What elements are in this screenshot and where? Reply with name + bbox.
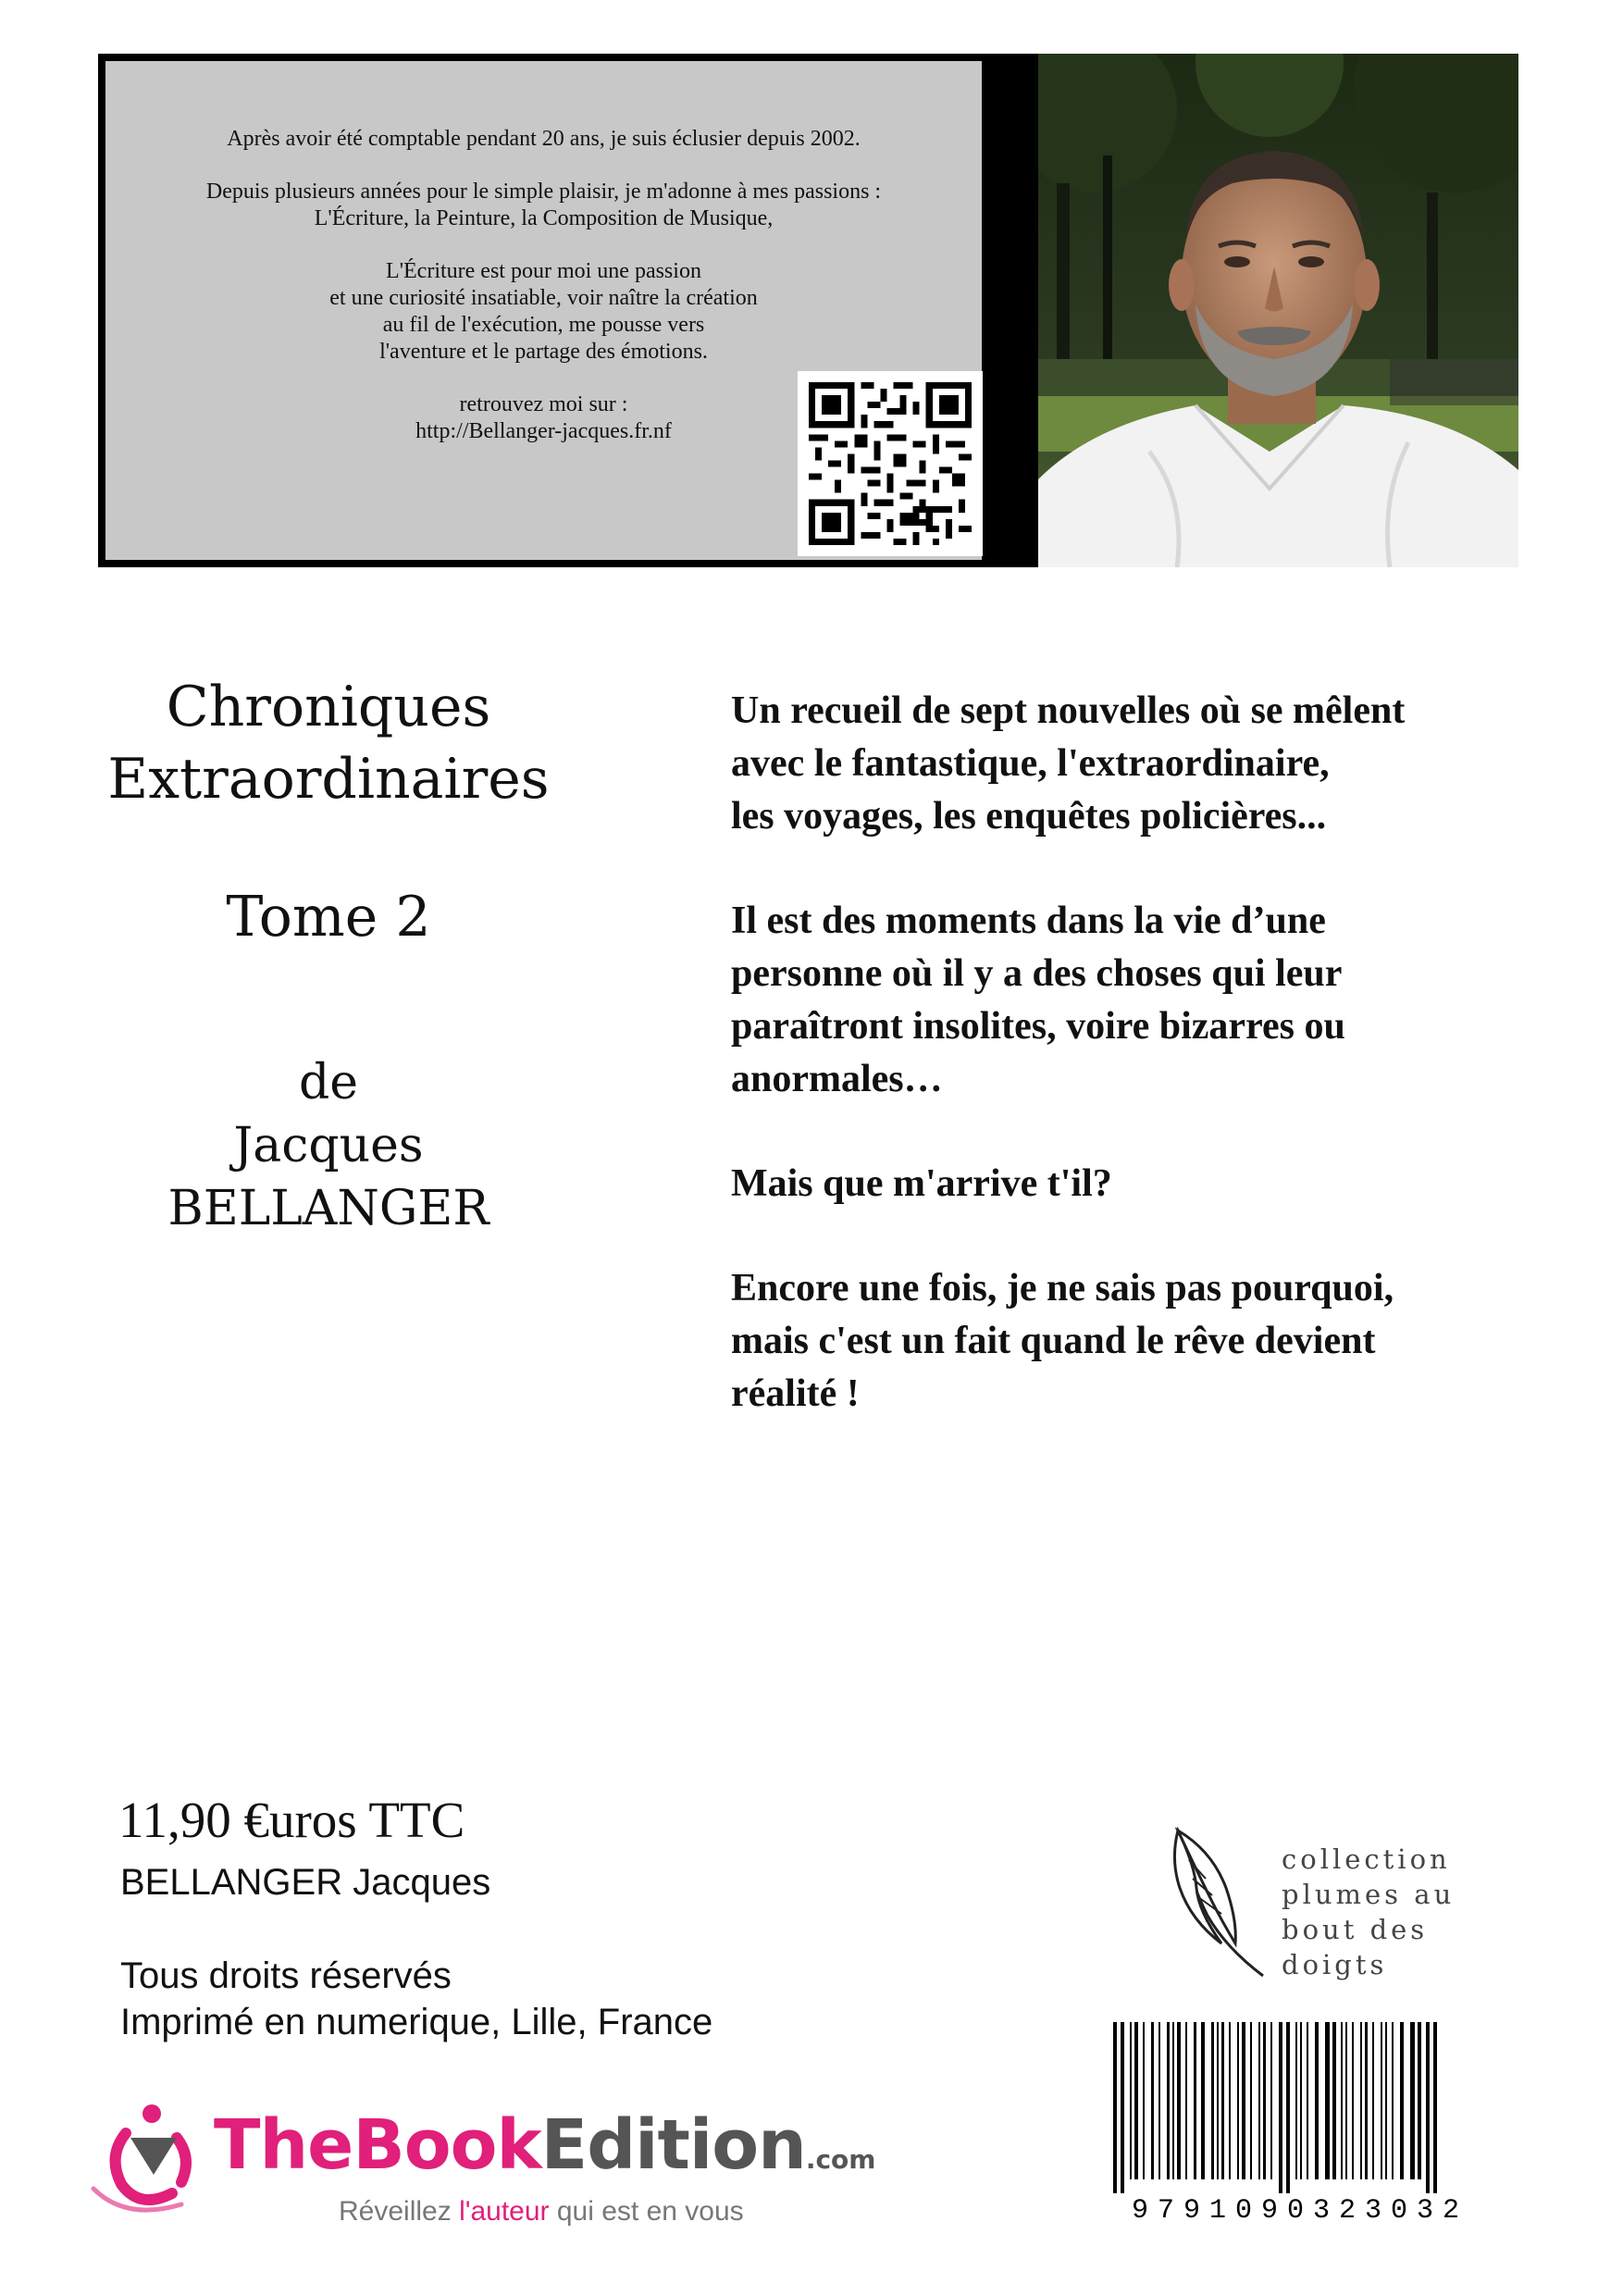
barcode-bar: [1221, 2022, 1224, 2179]
barcode-bar: [1300, 2022, 1302, 2179]
synopsis-paragraph-2: Il est des moments dans la vie d’une personne où il y a des choses qui leur paraîtront insolites, voire bizarres ou anormales…: [731, 900, 1345, 1100]
barcode-bar: [1360, 2022, 1362, 2179]
bio-paragraph-2: Depuis plusieurs années pour le simple plaisir, je m'adonne à mes passions : L'Écriture, la Peinture, la Composition de Musique,: [205, 180, 882, 230]
barcode-bar: [1433, 2022, 1437, 2193]
barcode-bar: [1315, 2022, 1319, 2179]
barcode-bar: [1385, 2022, 1387, 2179]
barcode-bar: [1263, 2022, 1266, 2179]
quill-feather-icon: [1171, 1823, 1282, 1985]
barcode-bar: [1143, 2022, 1145, 2179]
barcode-bar: [1158, 2022, 1160, 2179]
website-url[interactable]: http://Bellanger-jacques.fr.nf: [415, 419, 672, 443]
publisher-emblem-icon: [89, 2101, 209, 2221]
barcode-icon: [1096, 2022, 1504, 2193]
barcode-bar: [1325, 2022, 1330, 2179]
book-synopsis: [731, 685, 1564, 1472]
qr-code[interactable]: [798, 371, 983, 556]
book-title-line-2: Extraordinaires: [107, 747, 550, 812]
author-panel: [98, 54, 1518, 567]
isbn-barcode: [1096, 2022, 1504, 2235]
barcode-bar: [1426, 2022, 1430, 2193]
author-portrait: [1038, 54, 1518, 567]
price: 11,90 €uros TTC: [118, 1792, 465, 1848]
book-volume: Tome 2: [226, 885, 431, 949]
barcode-bar: [1185, 2022, 1187, 2179]
barcode-bar: [1172, 2022, 1174, 2179]
publisher-tagline: Réveillez l'auteur qui est en vous: [339, 2196, 744, 2227]
barcode-bar: [1134, 2022, 1138, 2179]
barcode-bar: [1217, 2022, 1219, 2179]
qr-code-icon: [809, 382, 972, 545]
barcode-bar: [1279, 2022, 1282, 2193]
barcode-bar: [1237, 2022, 1239, 2179]
barcode-bar: [1307, 2022, 1308, 2179]
barcode-bar: [1400, 2022, 1404, 2179]
barcode-bar: [1211, 2022, 1214, 2179]
imprint-rights: [120, 1953, 712, 2045]
barcode-bar: [1242, 2022, 1245, 2179]
barcode-bar: [1201, 2022, 1205, 2179]
synopsis-paragraph-1: Un recueil de sept nouvelles où se mêlent avec le fantastique, l'extraordinaire, les voyages, les enquêtes policières...: [731, 689, 1406, 838]
bio-paragraph-3: L'Écriture est pour moi une passion et une curiosité insatiable, voir naître la création au fil de l'exécution, me pousse vers l'aventure et le partage des émotions.: [329, 259, 758, 364]
barcode-digits: 9791090323032: [1131, 2195, 1469, 2227]
barcode-bar: [1372, 2022, 1374, 2179]
barcode-bar: [1332, 2022, 1336, 2179]
barcode-bar: [1167, 2022, 1170, 2179]
barcode-bar: [1229, 2022, 1231, 2179]
publisher-name: TheBookEdition.com: [214, 2105, 876, 2185]
barcode-bar: [1258, 2022, 1260, 2179]
synopsis-paragraph-4: Encore une fois, je ne sais pas pourquoi, mais c'est un fait quand le rêve devient réalité !: [731, 1267, 1394, 1415]
imprint-author: BELLANGER Jacques: [120, 1862, 491, 1903]
author-bio-box: [105, 61, 982, 560]
barcode-bar: [1418, 2022, 1421, 2179]
barcode-bar: [1286, 2022, 1290, 2193]
publisher-logo[interactable]: [89, 2091, 876, 2240]
rights-reserved: Tous droits réservés: [120, 1955, 452, 1996]
bio-paragraph-1: Après avoir été comptable pendant 20 ans, je suis éclusier depuis 2002.: [227, 127, 861, 151]
barcode-bar: [1130, 2022, 1132, 2179]
barcode-bar: [1381, 2022, 1382, 2179]
author-last-name: BELLANGER: [167, 1181, 489, 1236]
barcode-bar: [1121, 2022, 1124, 2193]
barcode-bar: [1151, 2022, 1154, 2179]
book-author: [56, 1051, 601, 1240]
collection-logo: [1171, 1823, 1476, 1985]
barcode-bar: [1341, 2022, 1343, 2179]
barcode-bar: [1250, 2022, 1252, 2179]
printed-location: Imprimé en numerique, Lille, France: [120, 2002, 713, 2042]
barcode-bar: [1352, 2022, 1354, 2179]
book-title-line-1: Chroniques: [166, 675, 491, 739]
book-title-block: [56, 671, 601, 1240]
barcode-bar: [1410, 2022, 1415, 2179]
barcode-bar: [1113, 2022, 1117, 2193]
collection-name: collection plumes au bout des doigts: [1282, 1843, 1456, 1980]
barcode-bar: [1177, 2022, 1181, 2179]
synopsis-paragraph-3: Mais que m'arrive t'il?: [731, 1162, 1112, 1205]
barcode-bar: [1194, 2022, 1196, 2179]
author-photo-icon: [1038, 54, 1518, 567]
author-first-name: Jacques: [233, 1118, 424, 1173]
website-label: retrouvez moi sur :: [459, 392, 628, 416]
barcode-bar: [1270, 2022, 1272, 2179]
barcode-bar: [1345, 2022, 1347, 2179]
barcode-bar: [1365, 2022, 1368, 2179]
barcode-bar: [1392, 2022, 1394, 2179]
author-by: de: [298, 1055, 359, 1111]
barcode-bar: [1295, 2022, 1297, 2179]
